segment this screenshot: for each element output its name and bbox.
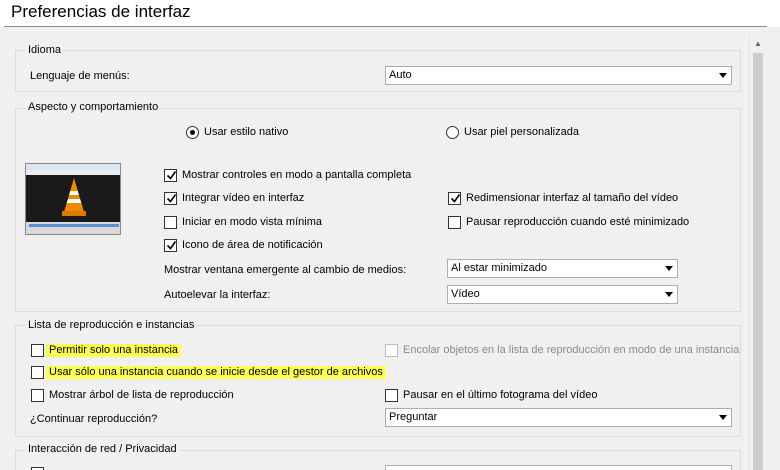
look-check-label: Integrar vídeo en interfaz bbox=[182, 192, 305, 204]
checkbox-box bbox=[164, 192, 177, 205]
custom-skin-label: Usar piel personalizada bbox=[464, 126, 579, 138]
raise-label: Autoelevar la interfaz: bbox=[164, 289, 271, 301]
radio-circle bbox=[186, 126, 199, 139]
playlist-check-1[interactable] bbox=[385, 342, 739, 358]
look-check-0[interactable] bbox=[164, 167, 411, 183]
title-divider bbox=[4, 26, 767, 27]
look-check-label: Mostrar controles en modo a pantalla completa bbox=[182, 169, 412, 181]
checkbox-box bbox=[448, 216, 461, 229]
look-check-1[interactable] bbox=[164, 190, 304, 206]
native-style-label: Usar estilo nativo bbox=[204, 126, 289, 138]
menu-language-label: Lenguaje de menús: bbox=[30, 70, 130, 82]
look-check-4[interactable] bbox=[448, 214, 689, 230]
checkbox-box bbox=[164, 239, 177, 252]
checkbox-box bbox=[448, 192, 461, 205]
playlist-check-label: Usar sólo una instancia cuando se inicie desde el gestor de archivos bbox=[46, 366, 386, 379]
checkmark-icon bbox=[166, 239, 177, 252]
look-check-label: Iniciar en modo vista mínima bbox=[182, 216, 322, 228]
continue-select[interactable] bbox=[385, 408, 732, 427]
playlist-check-label: Pausar en el último fotograma del vídeo bbox=[403, 389, 598, 401]
checkmark-icon bbox=[166, 192, 177, 205]
chevron-down-icon bbox=[719, 73, 727, 78]
scroll-up-icon[interactable]: ▲ bbox=[754, 39, 762, 48]
checkbox-box bbox=[164, 169, 177, 182]
playlist-check-label: Encolar objetos en la lista de reproducción en modo de una instancia bbox=[403, 344, 740, 356]
raise-value: Vídeo bbox=[451, 288, 480, 300]
menu-language-value: Auto bbox=[389, 69, 412, 81]
vlc-cone-icon bbox=[62, 178, 86, 218]
look-check-5[interactable] bbox=[164, 237, 323, 253]
playlist-check-label: Permitir solo una instancia bbox=[46, 344, 181, 357]
playlist-group-title: Lista de reproducción e instancias bbox=[28, 319, 195, 331]
network-group-title: Interacción de red / Privacidad bbox=[28, 443, 177, 455]
popup-select[interactable] bbox=[447, 259, 678, 278]
radio-circle bbox=[446, 126, 459, 139]
window-title: Preferencias de interfaz bbox=[11, 2, 191, 21]
preview-seekbar bbox=[29, 224, 119, 227]
network-select-partial[interactable] bbox=[385, 465, 732, 470]
look-check-label: Icono de área de notificación bbox=[182, 239, 323, 251]
look-check-2[interactable] bbox=[448, 190, 678, 206]
popup-value: Al estar minimizado bbox=[451, 262, 547, 274]
vertical-scrollbar[interactable] bbox=[749, 35, 766, 470]
checkbox-box bbox=[385, 389, 398, 402]
checkmark-icon bbox=[166, 169, 177, 182]
preview-menubar bbox=[26, 170, 121, 175]
chevron-down-icon bbox=[665, 266, 673, 271]
popup-label: Mostrar ventana emergente al cambio de medios: bbox=[164, 264, 407, 276]
scrollbar-thumb[interactable] bbox=[753, 53, 763, 470]
checkmark-icon bbox=[450, 192, 461, 205]
playlist-check-3[interactable] bbox=[31, 387, 234, 403]
continue-label: ¿Continuar reproducción? bbox=[30, 413, 158, 425]
checkbox-box bbox=[385, 344, 398, 357]
window-title-bar bbox=[0, 0, 780, 27]
language-group-title: Idioma bbox=[28, 44, 62, 56]
checkbox-box bbox=[31, 366, 44, 379]
checkbox-box bbox=[31, 389, 44, 402]
native-style-radio[interactable] bbox=[186, 124, 288, 140]
look-check-label: Redimensionar interfaz al tamaño del vídeo bbox=[466, 192, 679, 204]
checkbox-box bbox=[164, 216, 177, 229]
playlist-check-label: Mostrar árbol de lista de reproducción bbox=[49, 389, 234, 401]
playlist-check-0[interactable] bbox=[31, 342, 181, 358]
custom-skin-radio[interactable] bbox=[446, 124, 579, 140]
raise-select[interactable] bbox=[447, 285, 678, 304]
chevron-down-icon bbox=[665, 292, 673, 297]
checkbox-box bbox=[31, 467, 44, 470]
look-group-title: Aspecto y comportamiento bbox=[28, 101, 159, 113]
continue-value: Preguntar bbox=[389, 411, 438, 423]
chevron-down-icon bbox=[719, 415, 727, 420]
look-check-label: Pausar reproducción cuando esté minimizado bbox=[466, 216, 690, 228]
playlist-check-2[interactable] bbox=[31, 364, 386, 380]
network-check-partial[interactable] bbox=[31, 465, 44, 470]
interface-preview-image bbox=[25, 163, 121, 235]
playlist-check-4[interactable] bbox=[385, 387, 597, 403]
radio-dot bbox=[190, 130, 195, 135]
look-check-3[interactable] bbox=[164, 214, 322, 230]
checkbox-box bbox=[31, 344, 44, 357]
menu-language-select[interactable] bbox=[385, 66, 732, 85]
look-group bbox=[15, 108, 741, 312]
